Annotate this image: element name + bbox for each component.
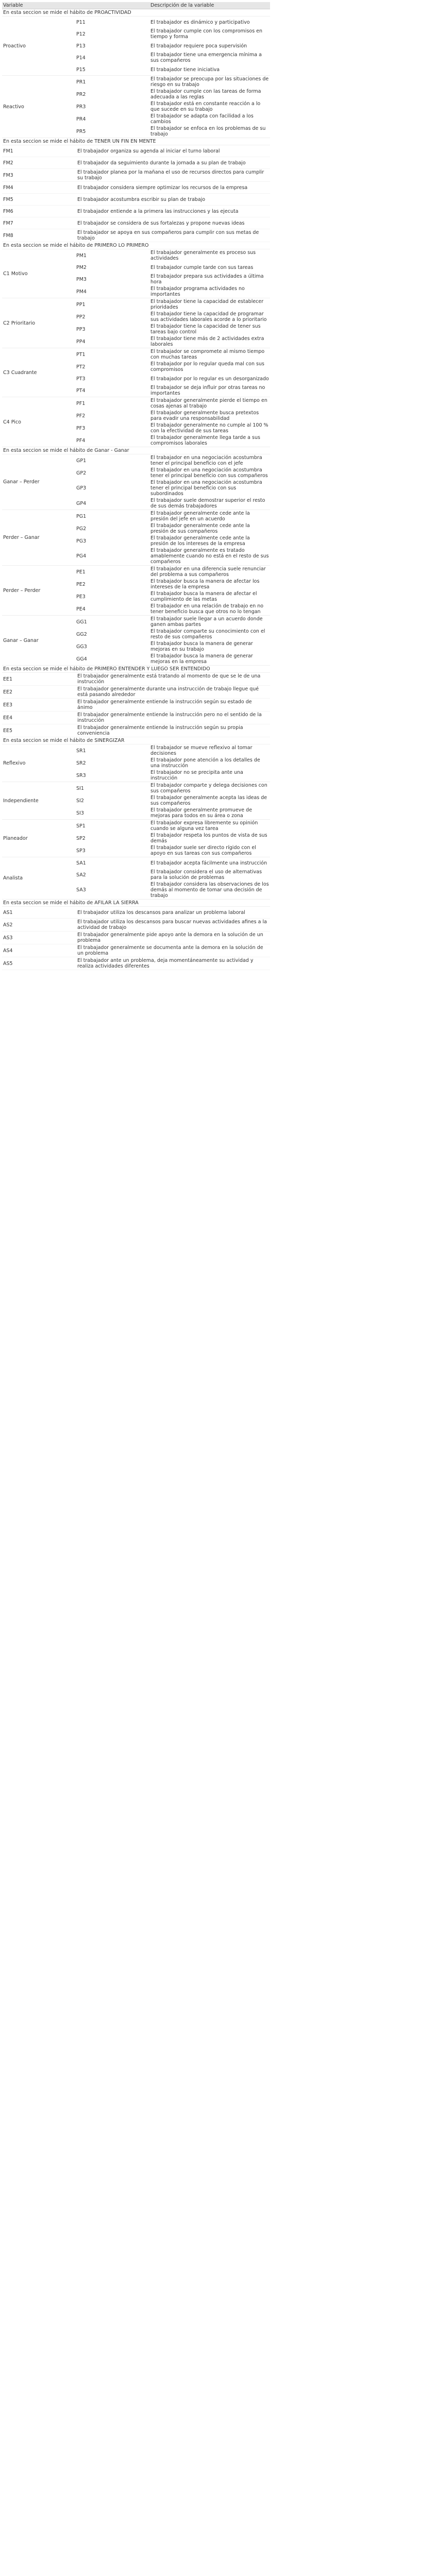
variable-description: El trabajador generalmente acepta las ideas de sus compañeros: [150, 795, 267, 806]
group-label: Perder – Ganar: [3, 535, 40, 540]
table-row: [75, 262, 270, 273]
variable-code: PG1: [76, 513, 87, 519]
table-row: [75, 88, 270, 100]
variable-code: P11: [76, 19, 86, 25]
section-title: En esta seccion se mide el hábito de TENER UN FIN EN MENTE: [2, 138, 270, 145]
variable-description: El trabajador tiene iniciativa: [150, 66, 220, 73]
variable-description: El trabajador generalmente no cumple al 100 % con la efectividad de sus tareas: [150, 422, 268, 434]
group-label: C4 Pico: [3, 419, 21, 425]
variable-description: El trabajador no se precipita ante una instrucción: [150, 770, 243, 781]
variable-description: El trabajador por lo regular es un desorganizado: [150, 376, 269, 382]
variable-code: PT1: [76, 351, 86, 358]
variable-description: El trabajador generalmente pide apoyo ante la demora en la solución de un problema: [77, 932, 263, 943]
variable-description: El trabajador tiene la capacidad de programar sus actividades laborales acorde a lo prioritario: [150, 311, 267, 323]
variable-group: [2, 298, 270, 348]
variable-code: PM2: [76, 264, 87, 270]
variable-code: EE4: [3, 715, 13, 721]
table-row: [75, 566, 270, 578]
variable-code: PT2: [76, 364, 86, 370]
variable-code: PP4: [76, 338, 86, 345]
variable-code: AS2: [3, 922, 13, 928]
variable-description: El trabajador generalmente promueve de mejoras para todos en su área o zona: [150, 807, 253, 819]
table-row: [75, 832, 270, 844]
variable-code: PT4: [76, 387, 86, 394]
variable-description: El trabajador generalmente se documenta ante la demora en la solución de un problema: [77, 945, 263, 956]
table-row: [2, 724, 270, 737]
variable-code: SA3: [76, 887, 86, 893]
group-label: Ganar – Perder: [3, 479, 40, 485]
section-title: En esta seccion se mide el hábito de AFILAR LA SIERRA: [2, 900, 270, 907]
table-row: [75, 769, 270, 782]
variable-code: PF4: [76, 437, 86, 444]
group-items: [75, 744, 270, 782]
variable-description: El trabajador generalmente entiende la instrucción pero no el sentido de la instrucción: [77, 712, 262, 723]
table-row: [2, 217, 270, 229]
variable-description: El trabajador en una diferencia suele renunciar del problema a sus compañeros: [150, 566, 266, 578]
variable-description: El trabajador generalmente llega tarde a sus compromisos laborales: [150, 435, 260, 446]
variable-code: FM2: [3, 160, 13, 166]
table-row: [75, 590, 270, 603]
variable-group: [2, 348, 270, 397]
table-row: [75, 628, 270, 640]
variable-description: El trabajador generalmente es tratado amablemente cuando no está en el resto de sus compañeros: [150, 548, 269, 565]
variable-code: PF1: [76, 400, 86, 406]
variable-description: El trabajador cumple con los compromisos en tiempo y forma: [150, 28, 263, 40]
table-row: [2, 699, 270, 711]
variable-code: PG2: [76, 526, 87, 532]
variable-code: SP3: [76, 848, 86, 854]
variable-description: El trabajador suele demostrar superior el resto de sus demás trabajadores: [150, 498, 265, 509]
variable-description: El trabajador busca la manera de afectar los intereses de la empresa: [150, 579, 260, 590]
table-row: [75, 273, 270, 285]
header-description: Descripción de la variable: [150, 3, 214, 8]
variable-code: EE2: [3, 689, 13, 695]
variable-code: AS4: [3, 947, 13, 954]
variable-code: GG4: [76, 656, 87, 662]
variable-description: El trabajador está en constante reacción a lo que sucede en su trabajo: [150, 101, 261, 112]
variable-code: GG1: [76, 619, 87, 625]
variable-description: El trabajador considera el uso de alternativas para la solución de problemas: [150, 869, 262, 880]
table-row: [75, 522, 270, 535]
variable-group: [2, 782, 270, 820]
variable-code: SP2: [76, 835, 86, 841]
table-row: [75, 535, 270, 547]
variable-description: El trabajador organiza su agenda al iniciar el turno laboral: [77, 148, 220, 154]
variable-code: PE3: [76, 594, 86, 600]
variable-code: PE4: [76, 606, 86, 612]
table-row: [75, 285, 270, 298]
variable-description: El trabajador planea por la mañana el uso de recursos directos para cumplir su trabajo: [77, 170, 264, 181]
variable-description: El trabajador tiene la capacidad de tener sus tareas bajo control: [150, 324, 261, 335]
variable-code: P12: [76, 31, 86, 37]
table-row: [75, 64, 270, 75]
variable-description: El trabajador generalmente pierde el tiempo en cosas ajenas al trabajo: [150, 398, 267, 409]
variable-description: El trabajador generalmente cede ante la presión del jefe en un acuerdo: [150, 511, 250, 522]
variable-code: GG3: [76, 643, 87, 650]
variable-description: El trabajador comparte su conocimiento con el resto de sus compañeros: [150, 629, 265, 640]
variable-code: PM3: [76, 276, 87, 282]
variables-table: [2, 2, 270, 970]
table-row: [2, 919, 270, 931]
table-row: [75, 497, 270, 510]
group-items: [75, 76, 270, 138]
table-row: [75, 844, 270, 857]
variable-description: El trabajador suele ser directo rígido con el apoyo en sus tareas con sus compañeros: [150, 845, 256, 856]
variable-description: El trabajador se preocupa por las situaciones de riesgo en su trabajo: [150, 76, 269, 88]
variable-code: PM4: [76, 289, 87, 295]
table-row: [75, 125, 270, 138]
group-label: Reflexivo: [3, 760, 26, 766]
group-label: Independiente: [3, 798, 39, 804]
variable-description: El trabajador en una negociación acostumbra tener el principal beneficio con sus compañeros: [150, 467, 268, 479]
variable-code: AS1: [3, 909, 13, 916]
group-label: Reactivo: [3, 104, 24, 110]
variable-code: SI2: [76, 798, 84, 804]
table-row: [75, 467, 270, 479]
variable-code: PT3: [76, 376, 86, 382]
variable-group: [2, 16, 270, 76]
variable-code: AS3: [3, 935, 13, 941]
variable-code: PF3: [76, 425, 86, 431]
variable-group: [2, 249, 270, 298]
group-label: Planeador: [3, 835, 28, 841]
variable-code: FM3: [3, 172, 13, 178]
table-row: [75, 744, 270, 757]
table-row: [75, 113, 270, 125]
table-row: [75, 76, 270, 88]
variable-description: El trabajador suele llegar a un acuerdo donde ganen ambas partes: [150, 616, 263, 628]
variable-description: El trabajador acepta fácilmente una instrucción: [150, 860, 267, 866]
table-row: [2, 182, 270, 194]
table-row: [2, 194, 270, 206]
header-variable: Variable: [3, 3, 23, 8]
variable-code: FM1: [3, 148, 13, 154]
table-row: [75, 869, 270, 881]
variable-code: SI3: [76, 810, 84, 816]
table-row: [75, 857, 270, 869]
variable-description: El trabajador ante un problema, deja momentáneamente su actividad y realiza actividades diferentes: [77, 958, 254, 969]
table-row: [75, 323, 270, 335]
table-row: [75, 653, 270, 665]
table-row: [75, 454, 270, 467]
variable-code: EE1: [3, 676, 13, 682]
table-row: [75, 52, 270, 64]
variable-code: SA1: [76, 860, 86, 866]
variable-code: GP1: [76, 457, 87, 464]
variable-group: [2, 857, 270, 900]
table-row: [75, 782, 270, 794]
table-row: [75, 434, 270, 447]
table-row: [2, 206, 270, 217]
section-title: En esta seccion se mide el hábito de PRIMERO LO PRIMERO: [2, 242, 270, 249]
table-row: [2, 229, 270, 242]
table-row: [75, 311, 270, 323]
variable-description: El trabajador acostumbra escribir su plan de trabajo: [77, 196, 206, 202]
variable-group: [2, 510, 270, 566]
group-items: [75, 298, 270, 348]
variable-description: El trabajador entiende a la primera las instrucciones y las ejecuta: [77, 208, 239, 214]
table-row: [2, 711, 270, 724]
group-items: [75, 249, 270, 298]
table-row: [75, 640, 270, 653]
table-row: [75, 361, 270, 373]
table-row: [75, 820, 270, 832]
table-row: [75, 335, 270, 348]
table-body: [2, 9, 270, 970]
group-items: [75, 566, 270, 615]
variable-group: [2, 820, 270, 857]
variable-description: El trabajador busca la manera de afectar el cumplimiento de las metas: [150, 591, 257, 602]
variable-code: P15: [76, 66, 86, 73]
variable-description: El trabajador generalmente es proceso sus actividades: [150, 250, 256, 261]
variable-description: El trabajador es dinámico y participativo: [150, 19, 250, 25]
table-row: [75, 298, 270, 311]
table-row: [2, 673, 270, 686]
table-row: [75, 249, 270, 262]
group-items: [75, 820, 270, 857]
section-title: En esta seccion se mide el hábito de SINERGIZAR: [2, 737, 270, 744]
variable-group: [2, 454, 270, 510]
variable-description: El trabajador se enfoca en los problemas de su trabajo: [150, 126, 266, 137]
variable-description: El trabajador por lo regular queda mal con sus compromisos: [150, 361, 264, 372]
variable-description: El trabajador generalmente cede ante la presión de sus compañeros: [150, 523, 250, 534]
group-items: [75, 782, 270, 819]
variable-code: PE1: [76, 569, 86, 575]
variable-code: PP3: [76, 326, 86, 332]
variable-code: PM1: [76, 252, 87, 259]
variable-description: El trabajador utiliza los descansos para analizar un problema laboral: [77, 909, 245, 916]
group-label: Perder – Perder: [3, 587, 41, 594]
variable-code: SR1: [76, 748, 86, 754]
variable-group: [2, 566, 270, 616]
group-label: Ganar – Ganar: [3, 637, 39, 643]
group-items: [75, 348, 270, 397]
variable-group: [2, 744, 270, 782]
variable-group: [2, 616, 270, 666]
table-row: [75, 16, 270, 28]
variable-code: P13: [76, 43, 86, 49]
variable-code: SA2: [76, 872, 86, 878]
table-row: [2, 907, 270, 919]
variable-description: El trabajador tiene una emergencia mínima a sus compañeros: [150, 52, 262, 63]
variable-description: El trabajador se deja influir por otras tareas no importantes: [150, 385, 265, 396]
variable-description: El trabajador generalmente cede ante la presión de los intereses de la empresa: [150, 535, 250, 547]
table-row: [75, 547, 270, 565]
variable-code: FM5: [3, 196, 13, 202]
table-row: [75, 578, 270, 590]
variable-code: SI1: [76, 785, 84, 791]
group-items: [75, 397, 270, 447]
table-row: [2, 931, 270, 944]
group-label: Proactivo: [3, 43, 26, 49]
variable-description: El trabajador generalmente entiende la instrucción según su propia conveniencia: [77, 725, 243, 736]
variable-code: PR5: [76, 128, 86, 134]
variable-description: El trabajador busca la manera de generar mejoras en su trabajo: [150, 641, 253, 652]
table-row: [75, 28, 270, 40]
table-row: [75, 479, 270, 497]
table-row: [75, 40, 270, 52]
table-row: [75, 794, 270, 807]
table-row: [75, 373, 270, 384]
variable-code: EE5: [3, 727, 13, 734]
table-row: [2, 686, 270, 699]
variable-group: [2, 76, 270, 138]
variable-description: El trabajador generalmente busca pretextos para evadir una responsabilidad: [150, 410, 259, 421]
group-label: C2 Prioritario: [3, 320, 36, 326]
variable-code: SR2: [76, 760, 86, 766]
section-title: En esta seccion se mide el hábito de PROACTIVIDAD: [2, 9, 270, 16]
variable-description: El trabajador en una relación de trabajo en no tener beneficio busca que otros no lo tengan: [150, 603, 264, 615]
table-row: [75, 510, 270, 522]
variable-description: El trabajador cumple tarde con sus tareas: [150, 264, 254, 270]
variable-code: PR3: [76, 104, 86, 110]
variable-description: El trabajador se adapta con facilidad a los cambios: [150, 113, 254, 125]
table-row: [2, 157, 270, 169]
variable-code: PR4: [76, 116, 86, 122]
variable-description: El trabajador tiene la capacidad de establecer prioridades: [150, 299, 264, 310]
group-items: [75, 16, 270, 75]
group-items: [75, 454, 270, 510]
table-row: [2, 169, 270, 182]
variable-description: El trabajador se mueve reflexivo al tomar decisiones: [150, 745, 253, 756]
variable-code: GP4: [76, 500, 87, 506]
table-row: [75, 100, 270, 113]
variable-description: El trabajador se apoya en sus compañeros para cumplir con sus metas de trabajo: [77, 230, 259, 241]
variable-description: El trabajador se compromete al mismo tiempo con muchas tareas: [150, 349, 265, 360]
variable-code: P14: [76, 55, 86, 61]
variable-code: EE3: [3, 702, 13, 708]
variable-description: El trabajador prepara sus actividades a última hora: [150, 274, 264, 285]
table-header: [2, 2, 270, 9]
variable-description: El trabajador expresa libremente su opinión cuando se alguna vez tarea: [150, 820, 258, 832]
variable-code: FM8: [3, 232, 13, 239]
variable-description: El trabajador generalmente durante una instrucción de trabajo llegue qué está pasando alrededor: [77, 686, 259, 698]
variable-description: El trabajador en una negociación acostumbra tener el principal beneficio con el jefe: [150, 455, 262, 466]
variable-code: GP3: [76, 485, 87, 491]
variable-description: El trabajador programa actividades no importantes: [150, 286, 245, 297]
group-label: C1 Motivo: [3, 270, 28, 277]
variable-code: FM7: [3, 220, 13, 226]
variable-description: El trabajador generalmente está tratando al momento de que se le de una instrucción: [77, 673, 261, 685]
variable-code: PP1: [76, 301, 86, 308]
variable-code: AS5: [3, 960, 13, 967]
variable-description: El trabajador considera siempre optimizar los recursos de la empresa: [77, 184, 248, 191]
section-title: En esta seccion se mide el hábito de Ganar - Ganar: [2, 447, 270, 454]
variable-description: El trabajador generalmente entiende la instrucción según su estado de ánimo: [77, 699, 252, 710]
variable-description: El trabajador utiliza los descansos para buscar nuevas actividades afines a la actividad de trabajo: [77, 919, 267, 930]
table-row: [75, 616, 270, 628]
variable-description: El trabajador considera las observaciones de los demás al momento de tomar una decisión de trabajo: [150, 882, 269, 899]
table-row: [75, 384, 270, 397]
table-row: [75, 757, 270, 769]
table-row: [75, 881, 270, 899]
group-label: C3 Cuadrante: [3, 369, 37, 376]
variable-description: El trabajador comparte y delega decisiones con sus compañeros: [150, 783, 267, 794]
table-row: [75, 422, 270, 434]
group-items: [75, 857, 270, 899]
variable-code: SP1: [76, 823, 86, 829]
table-row: [75, 348, 270, 361]
table-row: [75, 807, 270, 819]
variable-code: PG3: [76, 538, 87, 544]
variable-code: PF2: [76, 413, 86, 419]
group-items: [75, 510, 270, 565]
variable-description: El trabajador respeta los puntos de vista de sus demás: [150, 833, 267, 844]
variable-description: El trabajador en una negociación acostumbra tener el principal beneficio con sus subordinados: [150, 480, 262, 497]
table-row: [75, 410, 270, 422]
variable-code: GP2: [76, 470, 87, 476]
group-items: [75, 616, 270, 665]
section-title: En esta seccion se mide el hábito de PRIMERO ENTENDER Y LUEGO SER ENTENDIDO: [2, 666, 270, 673]
table-row: [75, 397, 270, 410]
variable-code: PR1: [76, 79, 86, 85]
table-row: [75, 603, 270, 615]
variable-description: El trabajador tiene más de 2 actividades extra laborales: [150, 336, 264, 347]
variable-description: El trabajador requiere poca supervisión: [150, 43, 247, 49]
variable-code: GG2: [76, 631, 87, 637]
variable-code: SR3: [76, 772, 86, 778]
table-row: [2, 944, 270, 957]
variable-code: PP2: [76, 314, 86, 320]
variable-code: FM4: [3, 184, 13, 191]
variable-code: PE2: [76, 581, 86, 587]
variable-description: El trabajador busca la manera de generar mejoras en la empresa: [150, 653, 253, 665]
variable-group: [2, 397, 270, 447]
variable-code: PG4: [76, 553, 87, 559]
table-row: [2, 957, 270, 970]
variable-code: FM6: [3, 208, 13, 214]
table-row: [2, 145, 270, 157]
variable-description: El trabajador pone atención a los detalles de una instrucción: [150, 757, 260, 769]
variable-description: El trabajador cumple con las tareas de forma adecuada a las reglas: [150, 89, 261, 100]
variable-description: El trabajador da seguimiento durante la jornada a su plan de trabajo: [77, 160, 246, 166]
group-label: Analista: [3, 875, 23, 881]
variable-description: El trabajador se considera de sus fortalezas y propone nuevas ideas: [77, 220, 245, 226]
variable-code: PR2: [76, 91, 86, 97]
